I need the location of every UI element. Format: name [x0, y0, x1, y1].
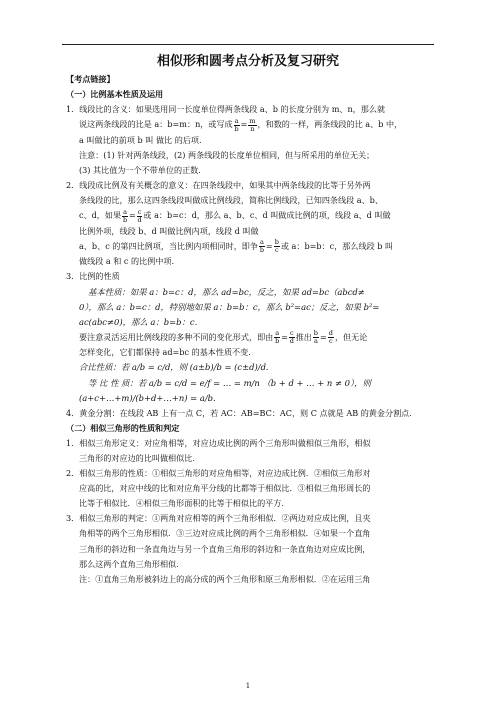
paragraph-line: a 叫做比的前项 b 叫 做比 的后项. [79, 134, 202, 145]
section-heading: 【考点链接】 [66, 74, 115, 84]
paragraph-line: 3．相似三角形的判定：①两角对应相等的两个三角形相似．②两边对应成比例，且夹 [66, 513, 371, 524]
fraction-m-n: $\frac{m}{n}$ [249, 116, 256, 133]
paragraph-line: 注意：(1) 针对两条线段，(2) 两条线段的长度单位相同，但与所采用的单位无关； [79, 149, 375, 160]
paragraph-line: 那么这两个直角三角形相似. [79, 558, 179, 569]
math-line: 合比性质：若 a/b = c/d，则 (a±b)/b = (c±d)/d. [79, 362, 269, 373]
fraction-a-b: $\frac{a}{b}$ [275, 329, 280, 346]
paragraph-line: 注：①直角三角形被斜边上的高分成的两个三角形和原三角形相似．②在运用三角 [79, 573, 371, 584]
paragraph-line: 说这两条线段的比是 a：b=m：n，或写成 $\frac{a}{b}$ = $\frac{m}{n}$ ，和数的一样，两条线段的比 a、b 中， [79, 116, 403, 133]
math-line: 0），那么 a：b=c：d，特别地如果 a：b=b：c，那么 b²=ac；反之，如果 b²= [79, 301, 380, 312]
paragraph-line: a、b、c 的第四比例项，当比例内项相同时，即争 $\frac{a}{b}$ = $\frac{b}{c}$ 或 a：b=b：c，那么线段 b 叫 [79, 238, 394, 255]
fraction-b-a: $\frac{b}{a}$ [313, 329, 318, 346]
fraction-c-d: $\frac{c}{d}$ [137, 207, 142, 224]
math-line: (a+c+…+m)/(b+d+…+n) = a/b. [79, 392, 216, 403]
fraction-a-b: $\frac{a}{b}$ [259, 238, 265, 255]
paragraph-line: 做线段 a 和 c 的比例中项. [79, 256, 175, 267]
paragraph-line: 比等于相似比．④相似三角形面积的比等于相似比的平方. [79, 498, 284, 509]
paragraph-line: 2．线段成比例及有关概念的意义：在四条线段中，如果其中两条线段的比等于另外两 [66, 180, 371, 191]
math-line: ac(abc≠0)，那么 a：b=b：c. [79, 316, 198, 327]
paragraph-line: 比例外项，线段 b、d 叫做比例内项，线段 d 叫做 [79, 225, 259, 236]
header-rule [62, 44, 434, 45]
math-line: 等 比 性 质：若 a/b = c/d = e/f = … = m/n （b + d + … + n ≠ 0），则 [88, 377, 371, 388]
fraction-c-d: $\frac{c}{d}$ [289, 329, 294, 346]
paragraph-line: 应高的比，对应中线的比和对应角平分线的比都等于相似比．③相似三角形周长的 [79, 483, 371, 494]
paragraph-line: 角相等的两个三角形相似．③三边对应成比例的两个三角形相似．④如果一个直角 [79, 528, 371, 539]
paragraph-line: 要注意灵活运用比例线段的多种不同的变化形式，即由 $\frac{a}{b}$ = $\frac{c}{d}$ 推出 $\frac{b}{a}$ = $\frac{d}{c}$ ，但无论 [79, 329, 368, 346]
paragraph-line: 三角形的斜边和一条直角边与另一个直角三角形的斜边和一条直角边对应成比例， [79, 543, 371, 554]
paragraph-line: 3．比例的性质 [66, 271, 120, 282]
subsection-heading: （二）相似三角形的性质和判定 [66, 422, 180, 433]
paragraph-line: 4．黄金分割：在线段 AB 上有一点 C，若 AC：AB=BC：AC，则 C 点就是 AB 的黄金分割点. [66, 407, 412, 418]
page-number: 1 [245, 682, 251, 690]
subsection-heading: （一）比例基本性质及运用 [66, 89, 164, 100]
paragraph-line: 条线段的比，那么这四条线段叫做成比例线段，简称比例线段，已知四条线段 a、b、 [79, 195, 383, 206]
math-line: 基本性质：如果 a：b=c：d，那么 ad=bc，反之，如果 ad=bc（abcd≠ [88, 286, 365, 297]
paragraph-line: 三角形的对应边的比叫做相似比. [79, 452, 195, 463]
fraction-a-b: $\frac{a}{b}$ [234, 116, 239, 133]
paragraph-line: 2．相似三角形的性质：①相似三角形的对应角相等，对应边成比例．②相似三角形对 [66, 468, 371, 479]
paragraph-line: 1．线段比的含义：如果选用同一长度单位得两条线段 a、b 的长度分别为 m、n，那么就 [66, 104, 386, 115]
fraction-a-b: $\frac{a}{b}$ [122, 207, 128, 224]
page-title: 相似形和圆考点分析及复习研究 [156, 54, 339, 69]
document-body [66, 72, 436, 587]
paragraph-line: 怎样变化，它们都保持 ad=bc 的基本性质不变. [79, 347, 251, 358]
paragraph-line: 1．相似三角形定义：对应角相等，对应边成比例的两个三角形叫做相似三角形，相似 [66, 437, 371, 448]
fraction-b-c: $\frac{b}{c}$ [274, 238, 279, 255]
fraction-d-c: $\frac{d}{c}$ [328, 329, 333, 346]
paragraph-line: c、d，如果 $\frac{a}{b}$ = $\frac{c}{d}$ 或 a：b=c：d，那么 a、b、c、d 叫做成比例的项，线段 a、d 叫做 [79, 207, 391, 224]
paragraph-line: (3) 其比值为一个不带单位的正数. [79, 164, 201, 175]
